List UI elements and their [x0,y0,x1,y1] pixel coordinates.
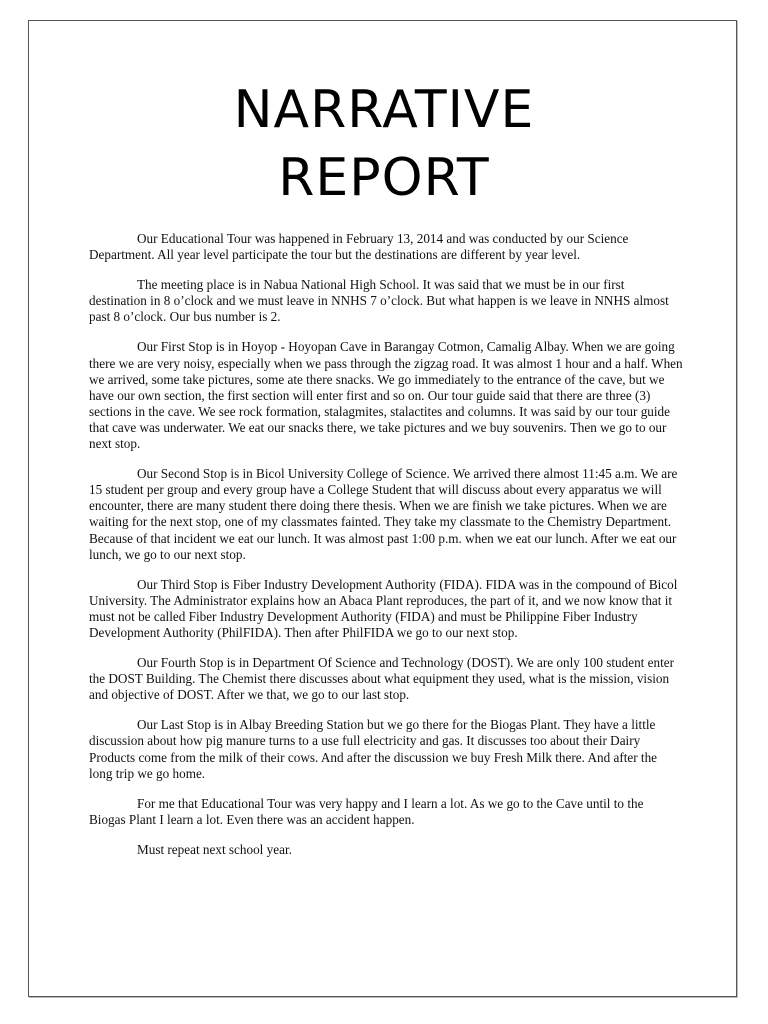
document-body [89,231,683,872]
paragraph-intro: Our Educational Tour was happened in February 13, 2014 and was conducted by our Science Department. All year level participate the tour but the destinations are different by year level. [89,231,629,263]
title-line-1: NARRATIVE [233,80,535,140]
paragraph-first-stop: Our First Stop is in Hoyop - Hoyopan Cave in Barangay Cotmon, Camalig Albay. When we are going there we are very noisy, especially when we pass through the zigzag road. It was almost 1 hour and a half. When we arrived, some take pictures, some ate there snacks. We go immediately to the entrance of the cave, but we have our own section, the first section will enter first and so on. Our tour guide said that there are three (3) sections in the cave. We see rock formation, stalagmites, stalactites and columns. It was said by our tour guide that cave was underwater. We eat our snacks there, we take pictures and we buy souvenirs. Then we go to our next stop. [89,339,683,452]
title-line-2: REPORT [278,148,490,208]
paragraph-last-stop: Our Last Stop is in Albay Breeding Station but we go there for the Biogas Plant. They have a little discussion about how pig manure turns to a use full electricity and gas. It discusses too about their Dairy Products come from the milk of their cows. And after the discussion we buy Fresh Milk there. And after the long trip we go home. [89,717,658,781]
document-title [0,76,768,212]
paragraph-closing: Must repeat next school year. [137,841,292,857]
paragraph-third-stop: Our Third Stop is Fiber Industry Development Authority (FIDA). FIDA was in the compound of Bicol University. The Administrator explains how an Abaca Plant reproduces, the part of it, and we now know that it must not be called Fiber Industry Development Authority (FIDA) and must be Philippine Fiber Industry Development Authority (PhilFIDA). Then after PhilFIDA we go to our next stop. [89,576,678,640]
paragraph-reflection: For me that Educational Tour was very happy and I learn a lot. As we go to the Cave until to the Biogas Plant I learn a lot. Even there was an accident happen. [89,795,644,827]
paragraph-second-stop: Our Second Stop is in Bicol University College of Science. We arrived there almost 11:45 a.m. We are 15 student per group and every group have a College Student that will discuss about every apparatus we will encounter, there are many student there doing there thesis. When we are finish we take pictures. When we are waiting for the next stop, one of my classmates fainted. They take my classmate to the Chemistry Department. Because of that incident we eat our lunch. It was almost past 1:00 p.m. when we eat our lunch. After we eat our lunch, we go to our next stop. [89,466,678,562]
paragraph-fourth-stop: Our Fourth Stop is in Department Of Science and Technology (DOST). We are only 100 student enter the DOST Building. The Chemist there discusses about what equipment they used, what is the mission, vision and objective of DOST. After we that, we go to our last stop. [89,655,675,703]
paragraph-meeting-place: The meeting place is in Nabua National High School. It was said that we must be in our first destination in 8 o’clock and we must leave in NNHS 7 o’clock. But what happen is we leave in NNHS almost past 8 o’clock. Our bus number is 2. [89,277,669,325]
